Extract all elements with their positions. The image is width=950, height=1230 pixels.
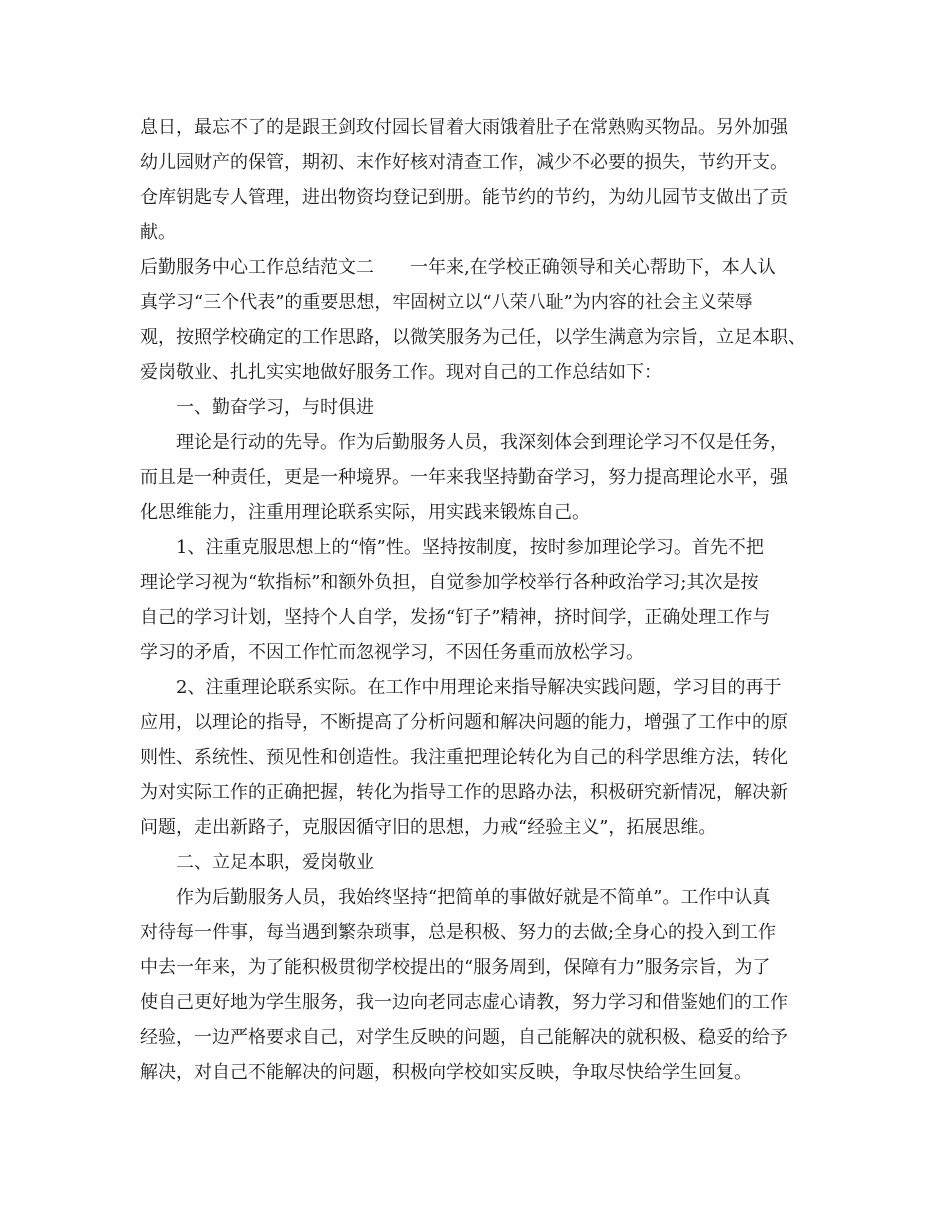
text-line: 解决，对自己不能解决的问题，积极向学校如实反映，争取尽快给学生回复。 xyxy=(140,1062,752,1083)
text-line: 理论学习视为“软指标”和额外负担，自觉参加学校举行各种政治学习;其次是按 xyxy=(140,572,759,593)
text-line: 经验，一边严格要求自己，对学生反映的问题，自己能解决的就积极、稳妥的给予 xyxy=(140,1027,788,1048)
text-line: 观，按照学校确定的工作思路，以微笑服务为己任，以学生满意为宗旨，立足本职、 xyxy=(140,327,806,348)
text-line: 幼儿园财产的保管，期初、末作好核对清查工作，减少不必要的损失，节约开支。 xyxy=(140,152,788,173)
text-line: 为对实际工作的正确把握，转化为指导工作的思路办法，积极研究新情况，解决新 xyxy=(140,782,788,803)
text-line: 应用，以理论的指导，不断提高了分析问题和解决问题的能力，增强了工作中的原 xyxy=(140,712,788,733)
text-line: 爱岗敬业、扎扎实实地做好服务工作。现对自己的工作总结如下： xyxy=(140,362,662,383)
text-line: 作为后勤服务人员，我始终坚持“把简单的事做好就是不简单”。工作中认真 xyxy=(176,887,771,908)
text-line: 中去一年来，为了能积极贯彻学校提出的“服务周到，保障有力”服务宗旨，为了 xyxy=(140,957,771,978)
text-line: 一、勤奋学习，与时俱进 xyxy=(176,397,374,418)
text-line: 息日，最忘不了的是跟王剑玫付园长冒着大雨饿着肚子在常熟购买物品。另外加强 xyxy=(140,117,788,138)
text-line: 自己的学习计划，坚持个人自学，发扬“钉子”精神，挤时间学，正确处理工作与 xyxy=(140,607,771,628)
text-line: 学习的矛盾，不因工作忙而忽视学习，不因任务重而放松学习。 xyxy=(140,642,644,663)
text-line: 二、立足本职，爱岗敬业 xyxy=(176,852,374,873)
text-line: 2、注重理论联系实际。在工作中用理论来指导解决实践问题，学习目的再于 xyxy=(176,677,782,698)
document-body xyxy=(140,110,830,1090)
text-line: 使自己更好地为学生服务，我一边向老同志虚心请教，努力学习和借鉴她们的工作 xyxy=(140,992,788,1013)
text-line: 理论是行动的先导。作为后勤服务人员，我深刻体会到理论学习不仅是任务， xyxy=(176,432,788,453)
text-line: 而且是一种责任，更是一种境界。一年来我坚持勤奋学习，努力提高理论水平，强 xyxy=(140,467,788,488)
text-line: 化思维能力，注重用理论联系实际，用实践来锻炼自己。 xyxy=(140,502,590,523)
text-line: 则性、系统性、预见性和创造性。我注重把理论转化为自己的科学思维方法，转化 xyxy=(140,747,788,768)
text-line: 后勤服务中心工作总结范文二 一年来,在学校正确领导和关心帮助下，本人认 xyxy=(140,257,776,278)
text-line: 对待每一件事，每当遇到繁杂琐事，总是积极、努力的去做;全身心的投入到工作 xyxy=(140,922,777,943)
text-line: 1、注重克服思想上的“惰”性。坚持按制度，按时参加理论学习。首先不把 xyxy=(176,537,764,558)
text-line: 献。 xyxy=(140,222,176,243)
text-line: 真学习“三个代表”的重要思想，牢固树立以“八荣八耻”为内容的社会主义荣辱 xyxy=(140,292,753,313)
text-line: 仓库钥匙专人管理，进出物资均登记到册。能节约的节约，为幼儿园节支做出了贡 xyxy=(140,187,788,208)
text-line: 问题，走出新路子，克服因循守旧的思想，力戒“经验主义”，拓展思维。 xyxy=(140,817,717,838)
